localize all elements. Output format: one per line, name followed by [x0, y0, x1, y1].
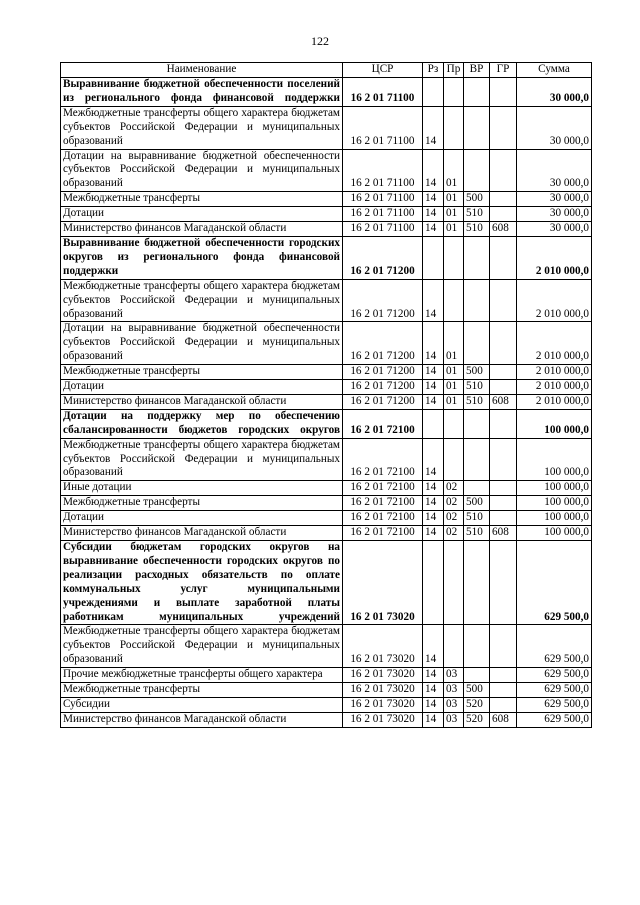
cell-rz — [423, 541, 444, 625]
cell-rz — [423, 78, 444, 107]
cell-csr: 16 2 01 72100 — [343, 526, 423, 541]
cell-gr — [490, 496, 517, 511]
cell-sum: 2 010 000,0 — [517, 236, 592, 279]
cell-pr: 01 — [444, 222, 464, 237]
column-header-pr: Пр — [444, 63, 464, 78]
cell-pr: 02 — [444, 526, 464, 541]
cell-rz: 14 — [423, 279, 444, 322]
table-row — [61, 279, 592, 322]
cell-gr — [490, 541, 517, 625]
cell-vr — [464, 668, 490, 683]
cell-vr: 510 — [464, 526, 490, 541]
table-row-section — [61, 541, 592, 625]
cell-csr: 16 2 01 73020 — [343, 697, 423, 712]
cell-csr: 16 2 01 72100 — [343, 438, 423, 481]
cell-gr — [490, 409, 517, 438]
cell-rz: 14 — [423, 697, 444, 712]
cell-csr: 16 2 01 71100 — [343, 222, 423, 237]
cell-pr: 02 — [444, 496, 464, 511]
table-row — [61, 365, 592, 380]
cell-gr — [490, 683, 517, 698]
cell-csr: 16 2 01 71200 — [343, 394, 423, 409]
cell-sum: 30 000,0 — [517, 78, 592, 107]
cell-gr — [490, 322, 517, 365]
table-row — [61, 697, 592, 712]
cell-name: Министерство финансов Магаданской области — [61, 394, 343, 409]
cell-csr: 16 2 01 73020 — [343, 668, 423, 683]
cell-gr — [490, 149, 517, 192]
cell-sum: 30 000,0 — [517, 222, 592, 237]
table-row — [61, 496, 592, 511]
column-header-csr: ЦСР — [343, 63, 423, 78]
cell-pr: 01 — [444, 365, 464, 380]
cell-sum: 629 500,0 — [517, 668, 592, 683]
cell-csr: 16 2 01 71200 — [343, 279, 423, 322]
cell-rz: 14 — [423, 511, 444, 526]
cell-gr — [490, 481, 517, 496]
table-row — [61, 222, 592, 237]
cell-sum: 100 000,0 — [517, 409, 592, 438]
cell-vr — [464, 438, 490, 481]
cell-vr — [464, 481, 490, 496]
cell-gr: 608 — [490, 712, 517, 727]
cell-sum: 629 500,0 — [517, 683, 592, 698]
cell-vr: 510 — [464, 394, 490, 409]
cell-pr: 01 — [444, 207, 464, 222]
cell-sum: 100 000,0 — [517, 481, 592, 496]
cell-sum: 100 000,0 — [517, 526, 592, 541]
cell-name: Межбюджетные трансферты общего характера бюджетам субъектов Российской Федерации и муниципальных образований — [61, 279, 343, 322]
cell-vr: 500 — [464, 496, 490, 511]
cell-gr — [490, 625, 517, 668]
cell-csr: 16 2 01 72100 — [343, 481, 423, 496]
cell-csr: 16 2 01 73020 — [343, 712, 423, 727]
cell-name: Дотации — [61, 380, 343, 395]
cell-name: Межбюджетные трансферты общего характера бюджетам субъектов Российской Федерации и муниципальных образований — [61, 438, 343, 481]
cell-pr: 01 — [444, 192, 464, 207]
cell-sum: 629 500,0 — [517, 541, 592, 625]
cell-name: Дотации на выравнивание бюджетной обеспеченности субъектов Российской Федерации и муниципальных образований — [61, 322, 343, 365]
cell-gr — [490, 511, 517, 526]
cell-pr — [444, 541, 464, 625]
cell-pr: 03 — [444, 712, 464, 727]
cell-vr — [464, 78, 490, 107]
cell-vr — [464, 279, 490, 322]
cell-csr: 16 2 01 71100 — [343, 192, 423, 207]
cell-sum: 100 000,0 — [517, 511, 592, 526]
cell-gr — [490, 279, 517, 322]
cell-sum: 629 500,0 — [517, 625, 592, 668]
cell-rz: 14 — [423, 106, 444, 149]
cell-vr: 500 — [464, 365, 490, 380]
cell-pr — [444, 279, 464, 322]
cell-sum: 629 500,0 — [517, 697, 592, 712]
cell-vr: 520 — [464, 697, 490, 712]
column-header-gr: ГР — [490, 63, 517, 78]
cell-sum: 2 010 000,0 — [517, 279, 592, 322]
cell-vr: 510 — [464, 380, 490, 395]
cell-csr: 16 2 01 72100 — [343, 511, 423, 526]
table-row — [61, 394, 592, 409]
cell-name: Дотации на выравнивание бюджетной обеспеченности субъектов Российской Федерации и муниципальных образований — [61, 149, 343, 192]
cell-vr — [464, 409, 490, 438]
cell-rz: 14 — [423, 222, 444, 237]
cell-rz: 14 — [423, 380, 444, 395]
budget-table — [60, 62, 592, 728]
table-row — [61, 438, 592, 481]
cell-vr: 520 — [464, 712, 490, 727]
cell-vr — [464, 541, 490, 625]
cell-pr: 01 — [444, 380, 464, 395]
table-row — [61, 511, 592, 526]
cell-vr — [464, 322, 490, 365]
cell-rz: 14 — [423, 322, 444, 365]
cell-vr — [464, 236, 490, 279]
cell-gr — [490, 192, 517, 207]
cell-csr: 16 2 01 71200 — [343, 236, 423, 279]
table-row — [61, 481, 592, 496]
cell-pr: 01 — [444, 322, 464, 365]
cell-sum: 100 000,0 — [517, 496, 592, 511]
cell-csr: 16 2 01 73020 — [343, 683, 423, 698]
column-header-sum: Сумма — [517, 63, 592, 78]
cell-vr: 500 — [464, 192, 490, 207]
cell-csr: 16 2 01 71100 — [343, 78, 423, 107]
cell-csr: 16 2 01 73020 — [343, 625, 423, 668]
table-row-section — [61, 236, 592, 279]
cell-csr: 16 2 01 71100 — [343, 149, 423, 192]
cell-name: Межбюджетные трансферты общего характера бюджетам субъектов Российской Федерации и муниципальных образований — [61, 625, 343, 668]
cell-gr — [490, 668, 517, 683]
cell-rz: 14 — [423, 481, 444, 496]
cell-pr — [444, 78, 464, 107]
cell-sum: 30 000,0 — [517, 149, 592, 192]
cell-name: Дотации — [61, 207, 343, 222]
table-row — [61, 683, 592, 698]
cell-pr: 03 — [444, 668, 464, 683]
cell-name: Выравнивание бюджетной обеспеченности городских округов из регионального фонда финансовой поддержки — [61, 236, 343, 279]
cell-sum: 2 010 000,0 — [517, 394, 592, 409]
cell-gr — [490, 365, 517, 380]
cell-vr: 510 — [464, 222, 490, 237]
cell-pr — [444, 106, 464, 149]
cell-sum: 2 010 000,0 — [517, 365, 592, 380]
cell-sum: 2 010 000,0 — [517, 380, 592, 395]
cell-name: Дотации — [61, 511, 343, 526]
cell-rz: 14 — [423, 712, 444, 727]
cell-name: Министерство финансов Магаданской области — [61, 712, 343, 727]
cell-rz: 14 — [423, 438, 444, 481]
cell-sum: 30 000,0 — [517, 207, 592, 222]
cell-pr — [444, 236, 464, 279]
cell-rz: 14 — [423, 668, 444, 683]
table-row — [61, 668, 592, 683]
cell-name: Межбюджетные трансферты — [61, 683, 343, 698]
column-header-name: Наименование — [61, 63, 343, 78]
cell-sum: 30 000,0 — [517, 106, 592, 149]
table-row — [61, 625, 592, 668]
cell-name: Субсидии бюджетам городских округов на выравнивание обеспеченности городских округов по реализации расходных обязательств по оплате коммунальных услуг муниципальными учреждениями и выплате заработной платы работникам муниципальных учреждений — [61, 541, 343, 625]
cell-gr: 608 — [490, 526, 517, 541]
cell-gr — [490, 78, 517, 107]
table-row — [61, 526, 592, 541]
cell-sum: 100 000,0 — [517, 438, 592, 481]
cell-rz: 14 — [423, 192, 444, 207]
cell-vr — [464, 625, 490, 668]
table-row — [61, 149, 592, 192]
cell-name: Межбюджетные трансферты — [61, 365, 343, 380]
cell-csr: 16 2 01 72100 — [343, 496, 423, 511]
table-row-section — [61, 409, 592, 438]
cell-csr: 16 2 01 71100 — [343, 106, 423, 149]
cell-gr — [490, 207, 517, 222]
column-header-vr: ВР — [464, 63, 490, 78]
cell-rz: 14 — [423, 496, 444, 511]
column-header-rz: Рз — [423, 63, 444, 78]
cell-name: Межбюджетные трансферты — [61, 496, 343, 511]
cell-name: Прочие межбюджетные трансферты общего характера — [61, 668, 343, 683]
cell-pr: 02 — [444, 511, 464, 526]
cell-pr — [444, 409, 464, 438]
cell-pr — [444, 438, 464, 481]
cell-rz: 14 — [423, 149, 444, 192]
cell-name: Межбюджетные трансферты — [61, 192, 343, 207]
cell-name: Министерство финансов Магаданской области — [61, 526, 343, 541]
cell-sum: 629 500,0 — [517, 712, 592, 727]
cell-name: Субсидии — [61, 697, 343, 712]
table-row — [61, 322, 592, 365]
cell-rz — [423, 236, 444, 279]
cell-rz: 14 — [423, 526, 444, 541]
cell-name: Дотации на поддержку мер по обеспечению сбалансированности бюджетов городских округов — [61, 409, 343, 438]
cell-name: Министерство финансов Магаданской области — [61, 222, 343, 237]
cell-vr — [464, 106, 490, 149]
cell-pr: 01 — [444, 394, 464, 409]
page-number: 122 — [311, 34, 329, 48]
cell-rz: 14 — [423, 683, 444, 698]
cell-rz: 14 — [423, 394, 444, 409]
cell-csr: 16 2 01 71200 — [343, 380, 423, 395]
cell-vr: 510 — [464, 207, 490, 222]
cell-name: Межбюджетные трансферты общего характера бюджетам субъектов Российской Федерации и муниципальных образований — [61, 106, 343, 149]
cell-csr: 16 2 01 71200 — [343, 365, 423, 380]
cell-gr — [490, 380, 517, 395]
cell-pr: 03 — [444, 697, 464, 712]
cell-sum: 30 000,0 — [517, 192, 592, 207]
cell-gr: 608 — [490, 394, 517, 409]
cell-rz: 14 — [423, 207, 444, 222]
cell-pr: 02 — [444, 481, 464, 496]
table-row — [61, 192, 592, 207]
cell-gr — [490, 697, 517, 712]
table-row — [61, 207, 592, 222]
cell-name: Выравнивание бюджетной обеспеченности поселений из регионального фонда финансовой поддержки — [61, 78, 343, 107]
cell-gr — [490, 438, 517, 481]
cell-csr: 16 2 01 72100 — [343, 409, 423, 438]
cell-csr: 16 2 01 73020 — [343, 541, 423, 625]
cell-gr — [490, 236, 517, 279]
cell-csr: 16 2 01 71200 — [343, 322, 423, 365]
cell-rz: 14 — [423, 625, 444, 668]
table-row — [61, 106, 592, 149]
table-row — [61, 380, 592, 395]
table-body — [61, 78, 592, 728]
cell-rz — [423, 409, 444, 438]
cell-vr: 500 — [464, 683, 490, 698]
cell-vr: 510 — [464, 511, 490, 526]
cell-gr — [490, 106, 517, 149]
cell-pr: 01 — [444, 149, 464, 192]
cell-sum: 2 010 000,0 — [517, 322, 592, 365]
table-row — [61, 712, 592, 727]
cell-name: Иные дотации — [61, 481, 343, 496]
cell-rz: 14 — [423, 365, 444, 380]
cell-csr: 16 2 01 71100 — [343, 207, 423, 222]
cell-gr: 608 — [490, 222, 517, 237]
cell-pr: 03 — [444, 683, 464, 698]
table-header-row — [61, 63, 592, 78]
cell-vr — [464, 149, 490, 192]
cell-pr — [444, 625, 464, 668]
table-row-section — [61, 78, 592, 107]
